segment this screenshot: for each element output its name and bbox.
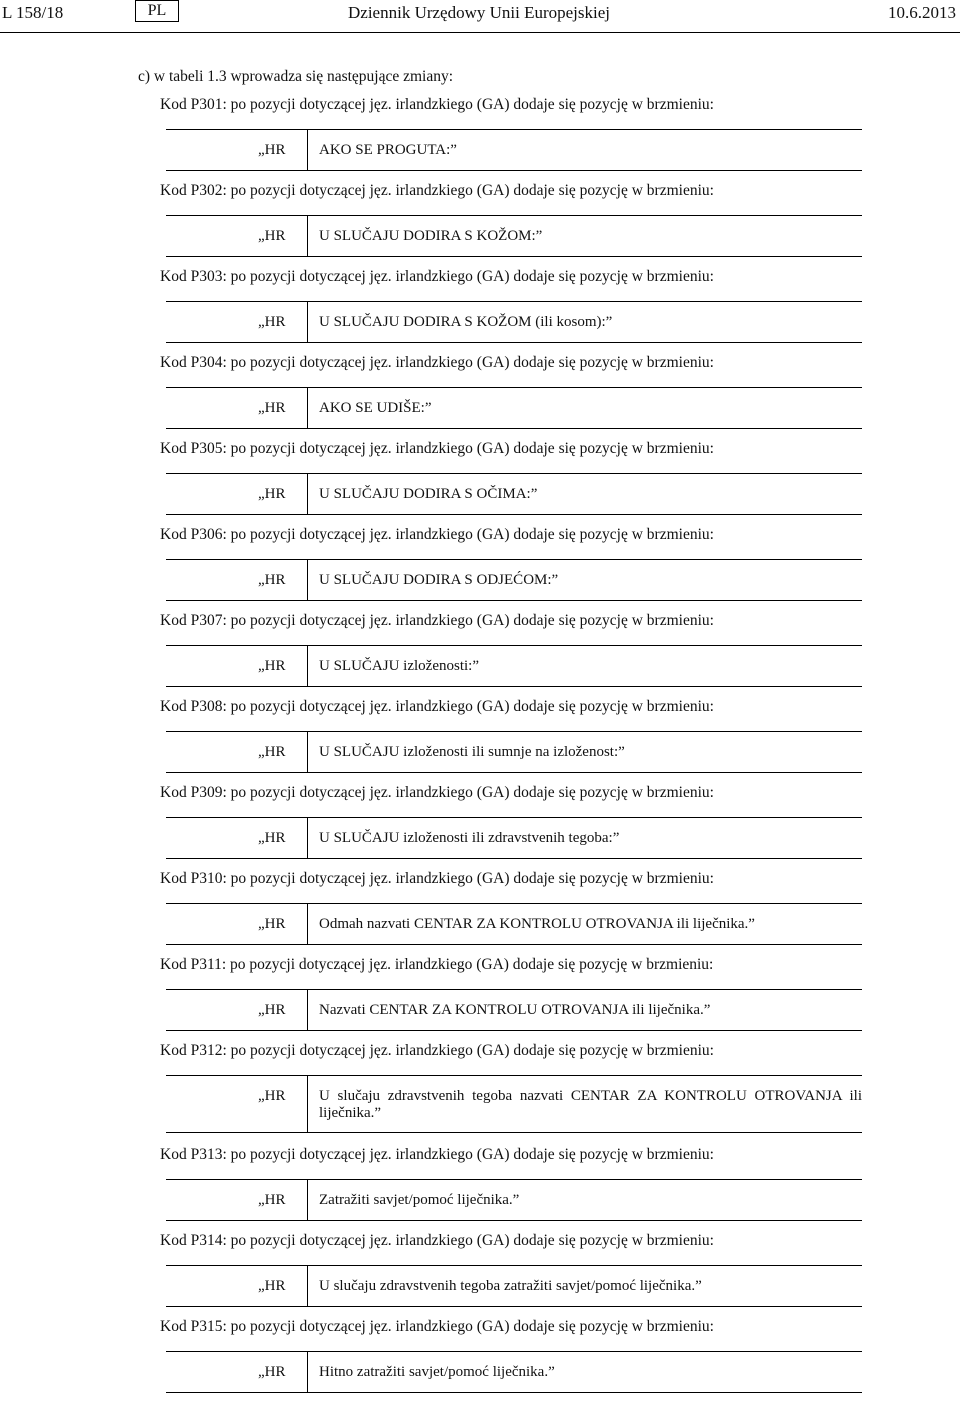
translation-row xyxy=(166,1351,862,1393)
translation-text-cell: U SLUČAJU izloženosti:” xyxy=(319,658,479,674)
language-code-cell: „HR xyxy=(248,1266,308,1306)
translation-row xyxy=(166,903,862,945)
translation-row xyxy=(166,559,862,601)
amendment-code: Kod P305: po pozycji dotyczącej jęz. irlandzkiego (GA) dodaje się pozycję w brzmieniu: xyxy=(160,440,714,457)
language-code-cell: „HR xyxy=(248,732,308,772)
amendment-code: Kod P312: po pozycji dotyczącej jęz. irlandzkiego (GA) dodaje się pozycję w brzmieniu: xyxy=(160,1042,714,1059)
amendment-code: Kod P308: po pozycji dotyczącej jęz. irlandzkiego (GA) dodaje się pozycję w brzmieniu: xyxy=(160,698,714,715)
language-code-cell: „HR xyxy=(248,474,308,514)
amendment-list xyxy=(0,96,960,1404)
header-rule xyxy=(0,32,960,33)
translation-text-cell: AKO SE PROGUTA:” xyxy=(319,142,457,158)
amendment-entry xyxy=(0,440,960,526)
translation-text-cell: Nazvati CENTAR ZA KONTROLU OTROVANJA ili liječnika.” xyxy=(319,1002,711,1018)
language-code-cell: „HR xyxy=(248,818,308,858)
amendment-entry xyxy=(0,870,960,956)
translation-row xyxy=(166,1179,862,1221)
amendment-entry xyxy=(0,268,960,354)
amendment-entry xyxy=(0,1232,960,1318)
amendment-entry xyxy=(0,1318,960,1404)
translation-row xyxy=(166,817,862,859)
intro-text: c) w tabeli 1.3 wprowadza się następujące zmiany: xyxy=(138,68,454,85)
amendment-code: Kod P315: po pozycji dotyczącej jęz. irlandzkiego (GA) dodaje się pozycję w brzmieniu: xyxy=(160,1318,714,1335)
amendment-entry xyxy=(0,698,960,784)
language-code-cell: „HR xyxy=(248,302,308,342)
language-code-cell: „HR xyxy=(248,130,308,170)
page-header xyxy=(0,0,960,33)
language-code-cell: „HR xyxy=(248,216,308,256)
translation-text-cell: AKO SE UDIŠE:” xyxy=(319,400,432,416)
translation-row xyxy=(166,1265,862,1307)
amendment-code: Kod P301: po pozycji dotyczącej jęz. irlandzkiego (GA) dodaje się pozycję w brzmieniu: xyxy=(160,96,714,113)
language-code-cell: „HR xyxy=(248,646,308,686)
amendment-entry xyxy=(0,612,960,698)
amendment-code: Kod P309: po pozycji dotyczącej jęz. irlandzkiego (GA) dodaje się pozycję w brzmieniu: xyxy=(160,784,714,801)
translation-text-cell: U slučaju zdravstvenih tegoba zatražiti savjet/pomoć liječnika.” xyxy=(319,1278,702,1294)
translation-text-cell: U SLUČAJU izloženosti ili sumnje na izloženost:” xyxy=(319,744,625,760)
translation-text-cell: U SLUČAJU izloženosti ili zdravstvenih tegoba:” xyxy=(319,830,620,846)
amendment-code: Kod P306: po pozycji dotyczącej jęz. irlandzkiego (GA) dodaje się pozycję w brzmieniu: xyxy=(160,526,714,543)
translation-row xyxy=(166,473,862,515)
amendment-entry xyxy=(0,956,960,1042)
language-code-cell: „HR xyxy=(248,1076,308,1132)
amendment-entry xyxy=(0,784,960,870)
translation-row xyxy=(166,129,862,171)
language-code-cell: „HR xyxy=(248,1180,308,1220)
amendment-code: Kod P302: po pozycji dotyczącej jęz. irlandzkiego (GA) dodaje się pozycję w brzmieniu: xyxy=(160,182,714,199)
translation-text-cell: Zatražiti savjet/pomoć liječnika.” xyxy=(319,1192,520,1208)
translation-row xyxy=(166,301,862,343)
amendment-code: Kod P303: po pozycji dotyczącej jęz. irlandzkiego (GA) dodaje się pozycję w brzmieniu: xyxy=(160,268,714,285)
amendment-code: Kod P304: po pozycji dotyczącej jęz. irlandzkiego (GA) dodaje się pozycję w brzmieniu: xyxy=(160,354,714,371)
language-code-cell: „HR xyxy=(248,904,308,944)
amendment-entry xyxy=(0,526,960,612)
publication-date: 10.6.2013 xyxy=(888,3,956,22)
amendment-entry xyxy=(0,182,960,268)
language-code-cell: „HR xyxy=(248,990,308,1030)
amendment-code: Kod P307: po pozycji dotyczącej jęz. irlandzkiego (GA) dodaje się pozycję w brzmieniu: xyxy=(160,612,714,629)
translation-text-cell: U SLUČAJU DODIRA S OČIMA:” xyxy=(319,486,538,502)
amendment-entry xyxy=(0,1042,960,1146)
language-code-cell: „HR xyxy=(248,560,308,600)
translation-row xyxy=(166,645,862,687)
translation-row xyxy=(166,989,862,1031)
translation-text-cell: U SLUČAJU DODIRA S KOŽOM (ili kosom):” xyxy=(319,314,613,330)
translation-row xyxy=(166,387,862,429)
translation-text-cell: U SLUČAJU DODIRA S KOŽOM:” xyxy=(319,228,543,244)
amendment-code: Kod P310: po pozycji dotyczącej jęz. irlandzkiego (GA) dodaje się pozycję w brzmieniu: xyxy=(160,870,714,887)
translation-row xyxy=(166,1075,862,1133)
journal-title: Dziennik Urzędowy Unii Europejskiej xyxy=(348,3,611,22)
amendment-code: Kod P311: po pozycji dotyczącej jęz. irlandzkiego (GA) dodaje się pozycję w brzmieniu: xyxy=(160,956,714,973)
language-badge: PL xyxy=(135,0,179,22)
amendment-entry xyxy=(0,354,960,440)
page-number: L 158/18 xyxy=(2,3,64,22)
amendment-code: Kod P314: po pozycji dotyczącej jęz. irlandzkiego (GA) dodaje się pozycję w brzmieniu: xyxy=(160,1232,714,1249)
language-code-cell: „HR xyxy=(248,1352,308,1392)
translation-row xyxy=(166,215,862,257)
translation-text-cell: Odmah nazvati CENTAR ZA KONTROLU OTROVANJA ili liječnika.” xyxy=(319,916,755,932)
translation-row xyxy=(166,731,862,773)
amendment-entry xyxy=(0,1146,960,1232)
language-code-cell: „HR xyxy=(248,388,308,428)
translation-text-cell: U SLUČAJU DODIRA S ODJEĆOM:” xyxy=(319,572,559,588)
translation-text-cell: U slučaju zdravstvenih tegoba nazvati CENTAR ZA KONTROLU OTROVANJA ili liječnika.” xyxy=(319,1088,862,1121)
amendment-code: Kod P313: po pozycji dotyczącej jęz. irlandzkiego (GA) dodaje się pozycję w brzmieniu: xyxy=(160,1146,714,1163)
translation-text-cell: Hitno zatražiti savjet/pomoć liječnika.” xyxy=(319,1364,555,1380)
amendment-entry xyxy=(0,96,960,182)
